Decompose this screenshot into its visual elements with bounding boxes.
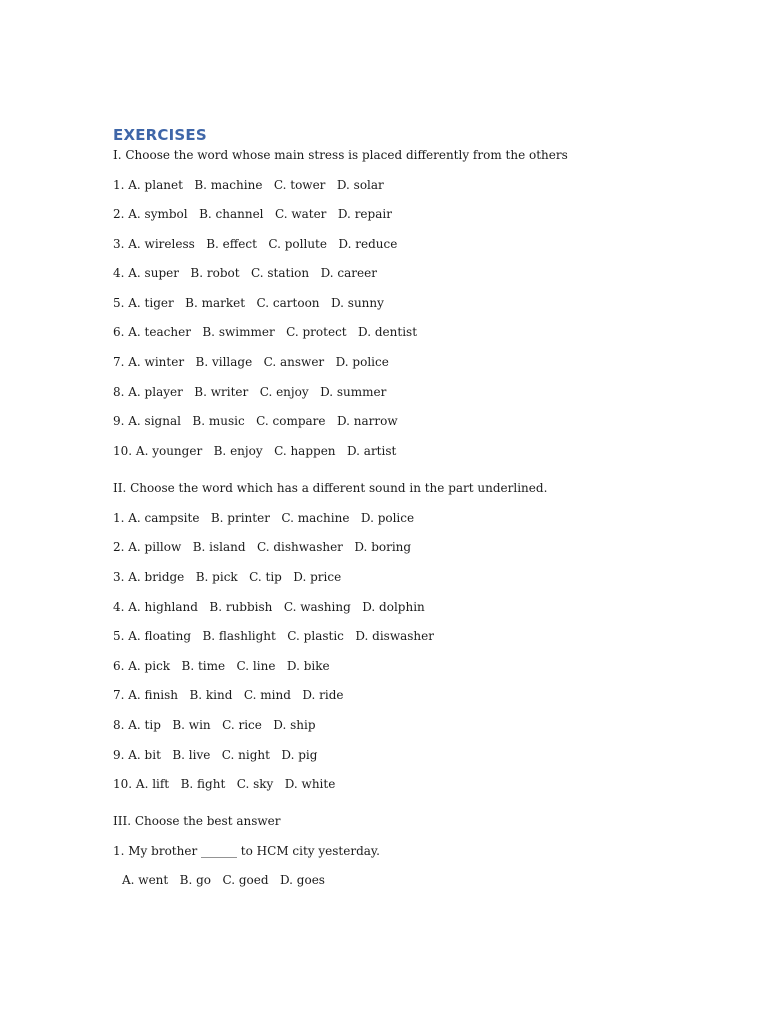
list-item: 1. A. campsite B. printer C. machine D. police	[113, 510, 415, 525]
section-3-list	[113, 841, 733, 890]
list-item: 4. A. super B. robot C. station D. career	[113, 266, 377, 281]
list-item: 5. A. tiger B. market C. cartoon D. sunny	[113, 295, 384, 310]
document-title: EXERCISES	[113, 126, 207, 144]
question-text: 1. My brother ______ to HCM city yesterday.	[113, 844, 380, 859]
document-page	[113, 125, 733, 899]
list-item: 9. A. bit B. live C. night D. pig	[113, 747, 318, 762]
list-item: 2. A. symbol B. channel C. water D. repair	[113, 207, 392, 222]
list-item: 10. A. younger B. enjoy C. happen D. artist	[113, 443, 397, 458]
section-2-list	[113, 508, 733, 794]
question-answers: A. went B. go C. goed D. goes	[122, 873, 325, 888]
list-item: 10. A. lift B. fight C. sky D. white	[113, 777, 336, 792]
list-item: 2. A. pillow B. island C. dishwasher D. boring	[113, 540, 412, 555]
list-item: 8. A. tip B. win C. rice D. ship	[113, 718, 316, 732]
section-3-heading: III. Choose the best answer	[113, 814, 281, 829]
section-2-heading: II. Choose the word which has a different sound in the part underlined.	[113, 480, 548, 495]
list-item: 3. A. wireless B. effect C. pollute D. reduce	[113, 236, 398, 251]
list-item: 1. A. planet B. machine C. tower D. solar	[113, 177, 384, 192]
list-item: 5. A. floating B. flashlight C. plastic D. diswasher	[113, 629, 434, 644]
list-item: 7. A. finish B. kind C. mind D. ride	[113, 688, 344, 703]
list-item: 6. A. teacher B. swimmer C. protect D. dentist	[113, 325, 418, 340]
list-item: 7. A. winter B. village C. answer D. police	[113, 355, 389, 370]
list-item: 3. A. bridge B. pick C. tip D. price	[113, 570, 342, 585]
section-1-list	[113, 175, 733, 461]
list-item: 6. A. pick B. time C. line D. bike	[113, 658, 330, 673]
list-item: 8. A. player B. writer C. enjoy D. summer	[113, 384, 387, 399]
list-item: 4. A. highland B. rubbish C. washing D. dolphin	[113, 599, 425, 614]
list-item: 9. A. signal B. music C. compare D. narrow	[113, 414, 398, 429]
section-1-heading: I. Choose the word whose main stress is placed differently from the others	[113, 148, 568, 162]
